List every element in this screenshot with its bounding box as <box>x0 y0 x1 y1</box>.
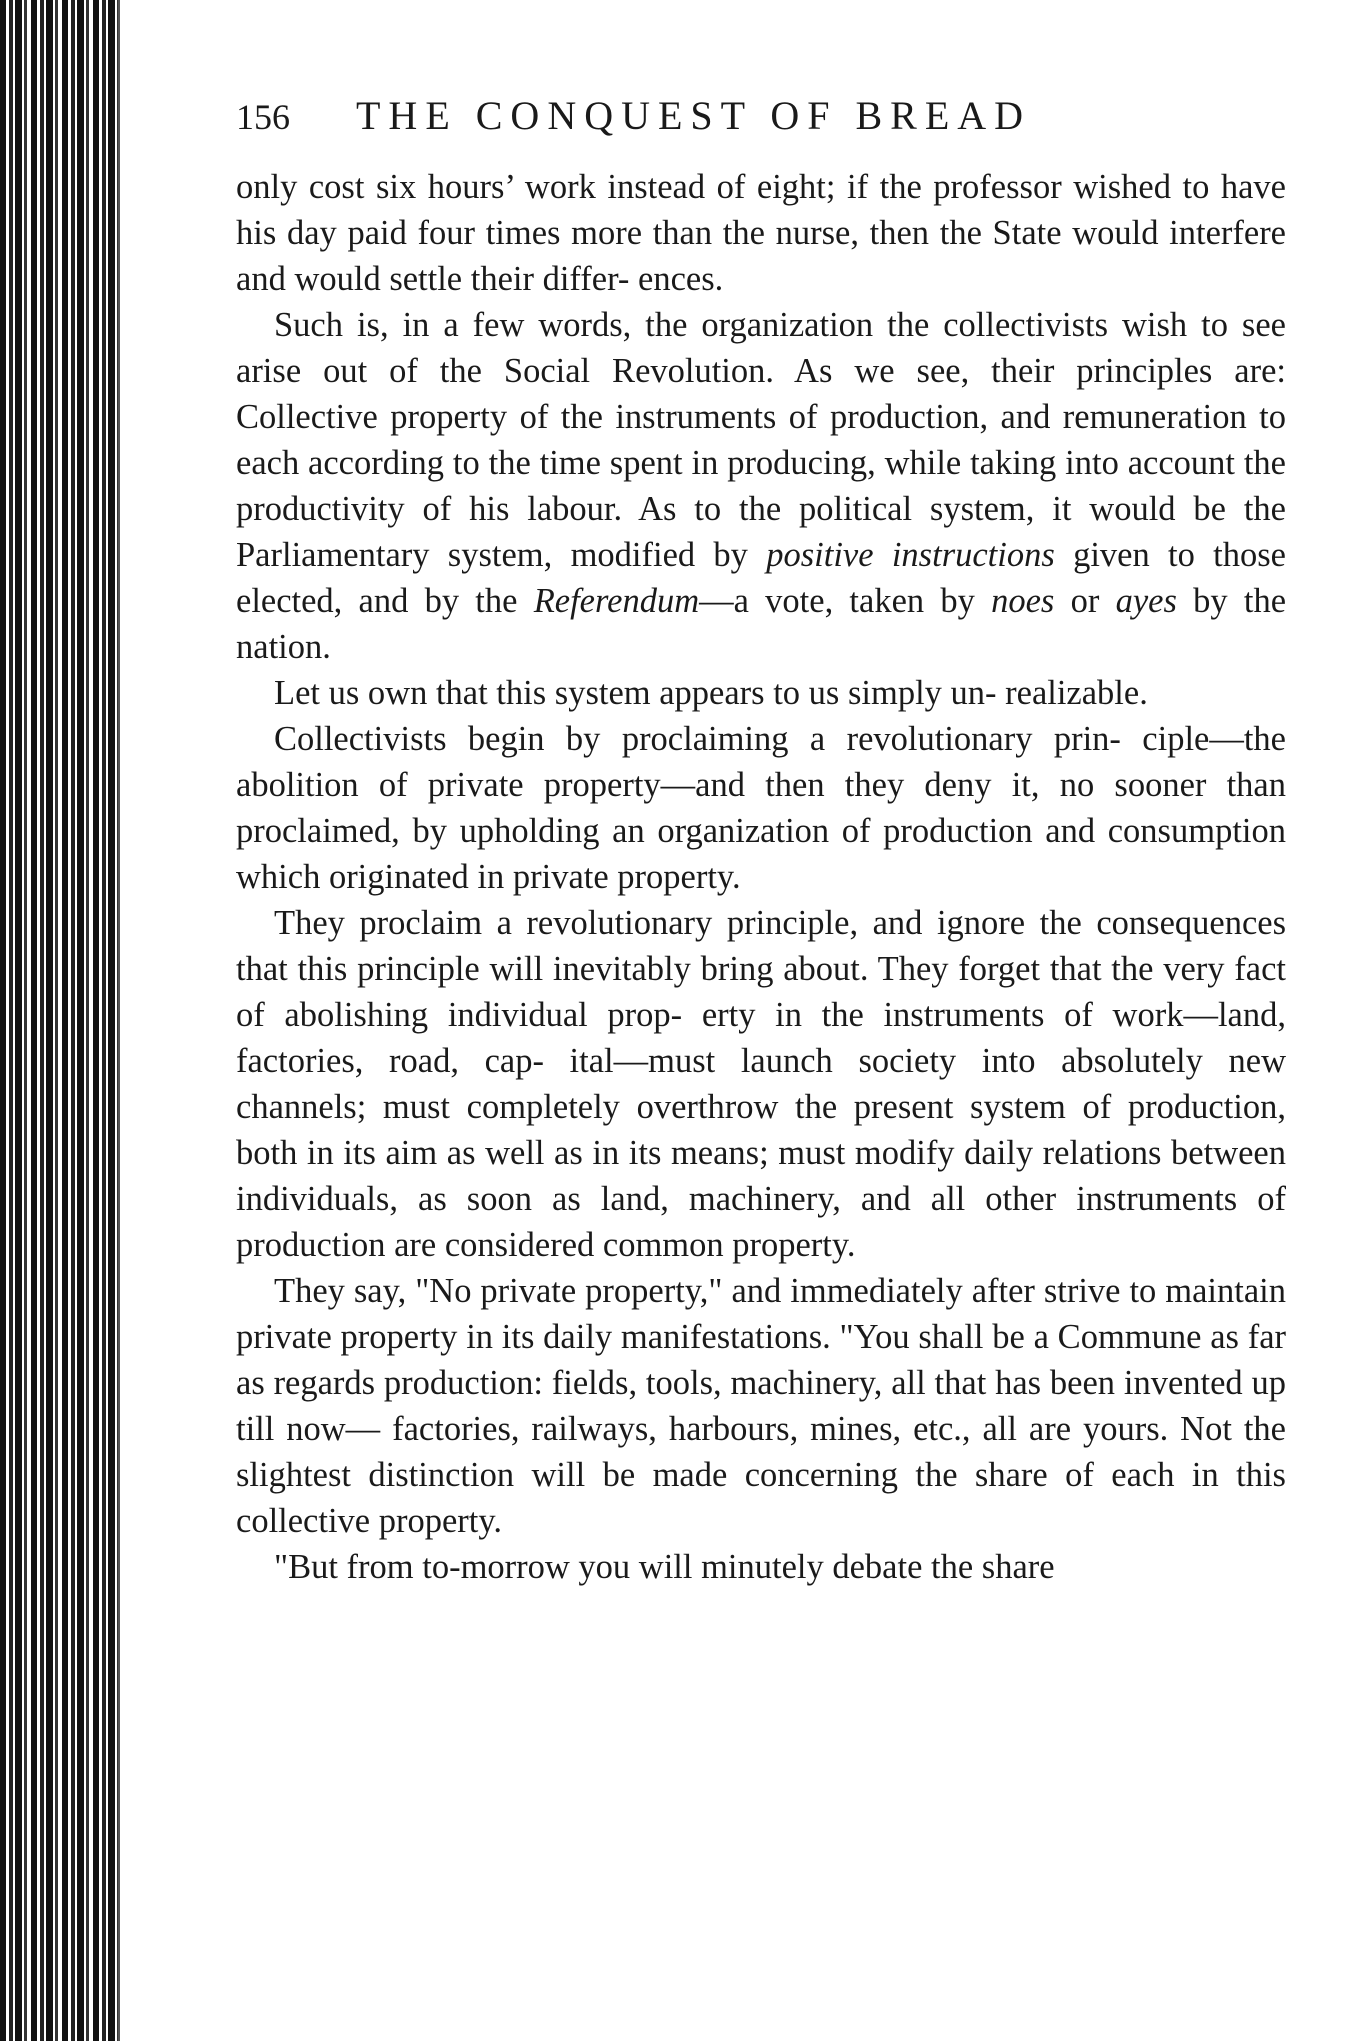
paragraph-2-text-4: or <box>1054 582 1116 620</box>
book-binding-edge <box>0 0 120 2041</box>
paragraph-1: only cost six hours’ work instead of eight; if the professor wished to have his day paid four times more than the nurse, then the State would interfere and would settle their differ- ences. <box>236 168 1286 298</box>
paragraph-2-italic-positive-instructions: positive instructions <box>766 536 1055 574</box>
paragraph-2-text-3: —a vote, taken by <box>699 582 992 620</box>
paragraph-2-text-5: by the nation. <box>236 582 1287 666</box>
paragraph-6: They say, "No private property," and immediately after strive to maintain private property in its daily manifestations. "You shall be a Commune as far as regards production: fields, tools, machinery, all that has been invented up till now— factories, railways, harbours, mines, etc., all are yours. Not the slightest distinction will be made concerning the share of each in this collective property. <box>236 1272 1286 1540</box>
paragraph-2-text-1: Such is, in a few words, the organization the collectivists wish to see arise out of the Social Revolution. As we see, their principles are: Collective property of the instruments of production, and remuneration to each according to the time spent in producing, while taking into account the productivity of his labour. As to the political system, it would be the Parliamentary system, modified by <box>236 306 1286 574</box>
paragraph-4: Collectivists begin by proclaiming a revolutionary prin- ciple—the abolition of private property—and then they deny it, no sooner than proclaimed, by upholding an organization of production and consumption which originated in private property. <box>236 720 1286 896</box>
paragraph-2-italic-ayes: ayes <box>1115 582 1177 620</box>
running-head-title: THE CONQUEST OF BREAD <box>356 93 1032 138</box>
paragraph-5: They proclaim a revolutionary principle, and ignore the consequences that this principle will inevitably bring about. They forget that the very fact of abolishing individual prop- erty in the instruments of work—land, factories, road, cap- ital—must launch society into absolutely new channels; must completely overthrow the present system of production, both in its aim as well as in its means; must modify daily relations between individuals, as soon as land, machinery, and all other instruments of production are considered common property. <box>236 904 1286 1264</box>
paragraph-2-text-2: given to those elected, and by the <box>236 536 1286 620</box>
paragraph-2-italic-noes: noes <box>991 582 1055 620</box>
paragraph-2 <box>236 302 1286 670</box>
paragraph-3: Let us own that this system appears to us simply un- realizable. <box>274 674 1148 712</box>
book-page <box>236 92 1286 1590</box>
page-number: 156 <box>236 97 290 137</box>
paragraph-2-italic-referendum: Referendum <box>533 582 700 620</box>
paragraph-7: "But from to-morrow you will minutely debate the share <box>274 1548 1055 1586</box>
running-head <box>236 92 1286 156</box>
